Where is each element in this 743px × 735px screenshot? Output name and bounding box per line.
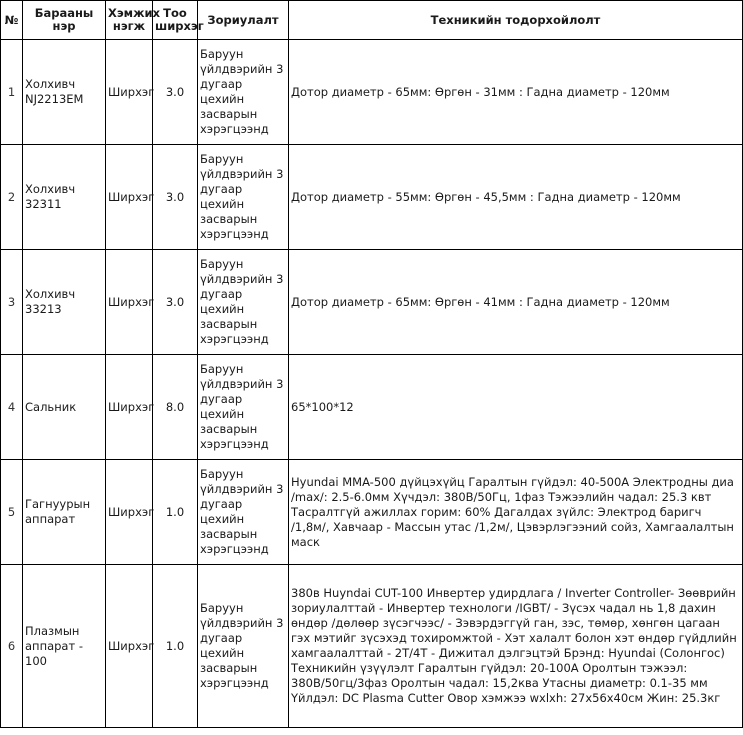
item-spec: Hyundai MMA-500 дүйцэхүйц Гаралтын гүйдэл: 40-500A Электродны диа /max/: 2.5-6.0мм Хүчдэл: 380В/50Гц, 1фаз Тэжээлийн чадал: 25.3 квт Тасралтгүй ажиллах горим: 60% Дагалдах зүйлс: Электрод баригч /1,8м/, Хавчаар - Массын утас /1,2м/, Цэвэрлэгээний сойз, Хамгаалалтын маск: [289, 460, 743, 565]
table-row: [1, 145, 743, 250]
row-number: 4: [1, 355, 23, 460]
item-name: Холхивч 33213: [23, 250, 106, 355]
item-unit: Ширхэг: [106, 250, 153, 355]
row-number: 1: [1, 40, 23, 145]
item-usage: Баруун үйлдвэрийн 3 дугаар цехийн засварын хэрэгцээнд: [198, 40, 289, 145]
table-row: [1, 460, 743, 565]
item-spec: 65*100*12: [289, 355, 743, 460]
item-quantity: 3.0: [153, 145, 198, 250]
item-unit: Ширхэг: [106, 355, 153, 460]
item-quantity: 3.0: [153, 40, 198, 145]
item-unit: Ширхэг: [106, 565, 153, 728]
item-name: Гагнуурын аппарат: [23, 460, 106, 565]
item-quantity: 1.0: [153, 460, 198, 565]
item-usage: Баруун үйлдвэрийн 3 дугаар цехийн засварын хэрэгцээнд: [198, 355, 289, 460]
table-row: [1, 40, 743, 145]
header-num: №: [1, 1, 23, 40]
table-row: [1, 355, 743, 460]
item-quantity: 8.0: [153, 355, 198, 460]
item-usage: Баруун үйлдвэрийн 3 дугаар цехийн засварын хэрэгцээнд: [198, 145, 289, 250]
header-qty: Тоо ширхэг: [153, 1, 198, 40]
table-row: [1, 250, 743, 355]
item-usage: Баруун үйлдвэрийн 3 дугаар цехийн засварын хэрэгцээнд: [198, 565, 289, 728]
item-name: Холхивч 32311: [23, 145, 106, 250]
item-spec: 380в Huyndai CUT-100 Инвертер удирдлага / Inverter Controller- Зөөврийн зориулалттай - Инвертер технологи /IGBT/ - Зүсэх чадал нь 1,8 дахин өндөр /дөлөөр зүсэгчээс/ - Зэвэрдэггүй ган, зэс, төмөр, хөнгөн цагаан гэх мэтийг зүсэхэд тохиромжтой - Хэт халалт болон хэт өндөр гүйдлийн хамгаалалттай - 2T/4T - Дижитал дэлгэцтэй Брэнд: Hyundai (Солонгос) Техникийн үзүүлэлт Гаралтын гүйдэл: 20-100A Оролтын тэжээл: 380В/50гц/3фаз Оролтын чадал: 15,2ква Утасны диаметр: 0.1-35 мм Үйлдэл: DC Plasma Cutter Овор хэмжээ wxlxh: 27х56х40см Жин: 25.3кг: [289, 565, 743, 728]
header-spec: Техникийн тодорхойлолт: [289, 1, 743, 40]
item-unit: Ширхэг: [106, 460, 153, 565]
item-quantity: 1.0: [153, 565, 198, 728]
header-unit: Хэмжих нэгж: [106, 1, 153, 40]
row-number: 2: [1, 145, 23, 250]
item-name: Холхивч NJ2213EM: [23, 40, 106, 145]
item-unit: Ширхэг: [106, 145, 153, 250]
item-usage: Баруун үйлдвэрийн 3 дугаар цехийн засварын хэрэгцээнд: [198, 460, 289, 565]
item-spec: Дотор диаметр - 55мм: Өргөн - 45,5мм : Гадна диаметр - 120мм: [289, 145, 743, 250]
item-spec: Дотор диаметр - 65мм: Өргөн - 31мм : Гадна диаметр - 120мм: [289, 40, 743, 145]
row-number: 5: [1, 460, 23, 565]
item-usage: Баруун үйлдвэрийн 3 дугаар цехийн засварын хэрэгцээнд: [198, 250, 289, 355]
table-row: [1, 565, 743, 728]
header-name: Барааны нэр: [23, 1, 106, 40]
header-row: [1, 1, 743, 40]
header-usage: Зориулалт: [198, 1, 289, 40]
item-name: Сальник: [23, 355, 106, 460]
item-quantity: 3.0: [153, 250, 198, 355]
item-name: Плазмын аппарат - 100: [23, 565, 106, 728]
row-number: 3: [1, 250, 23, 355]
row-number: 6: [1, 565, 23, 728]
item-unit: Ширхэг: [106, 40, 153, 145]
item-spec: Дотор диаметр - 65мм: Өргөн - 41мм : Гадна диаметр - 120мм: [289, 250, 743, 355]
